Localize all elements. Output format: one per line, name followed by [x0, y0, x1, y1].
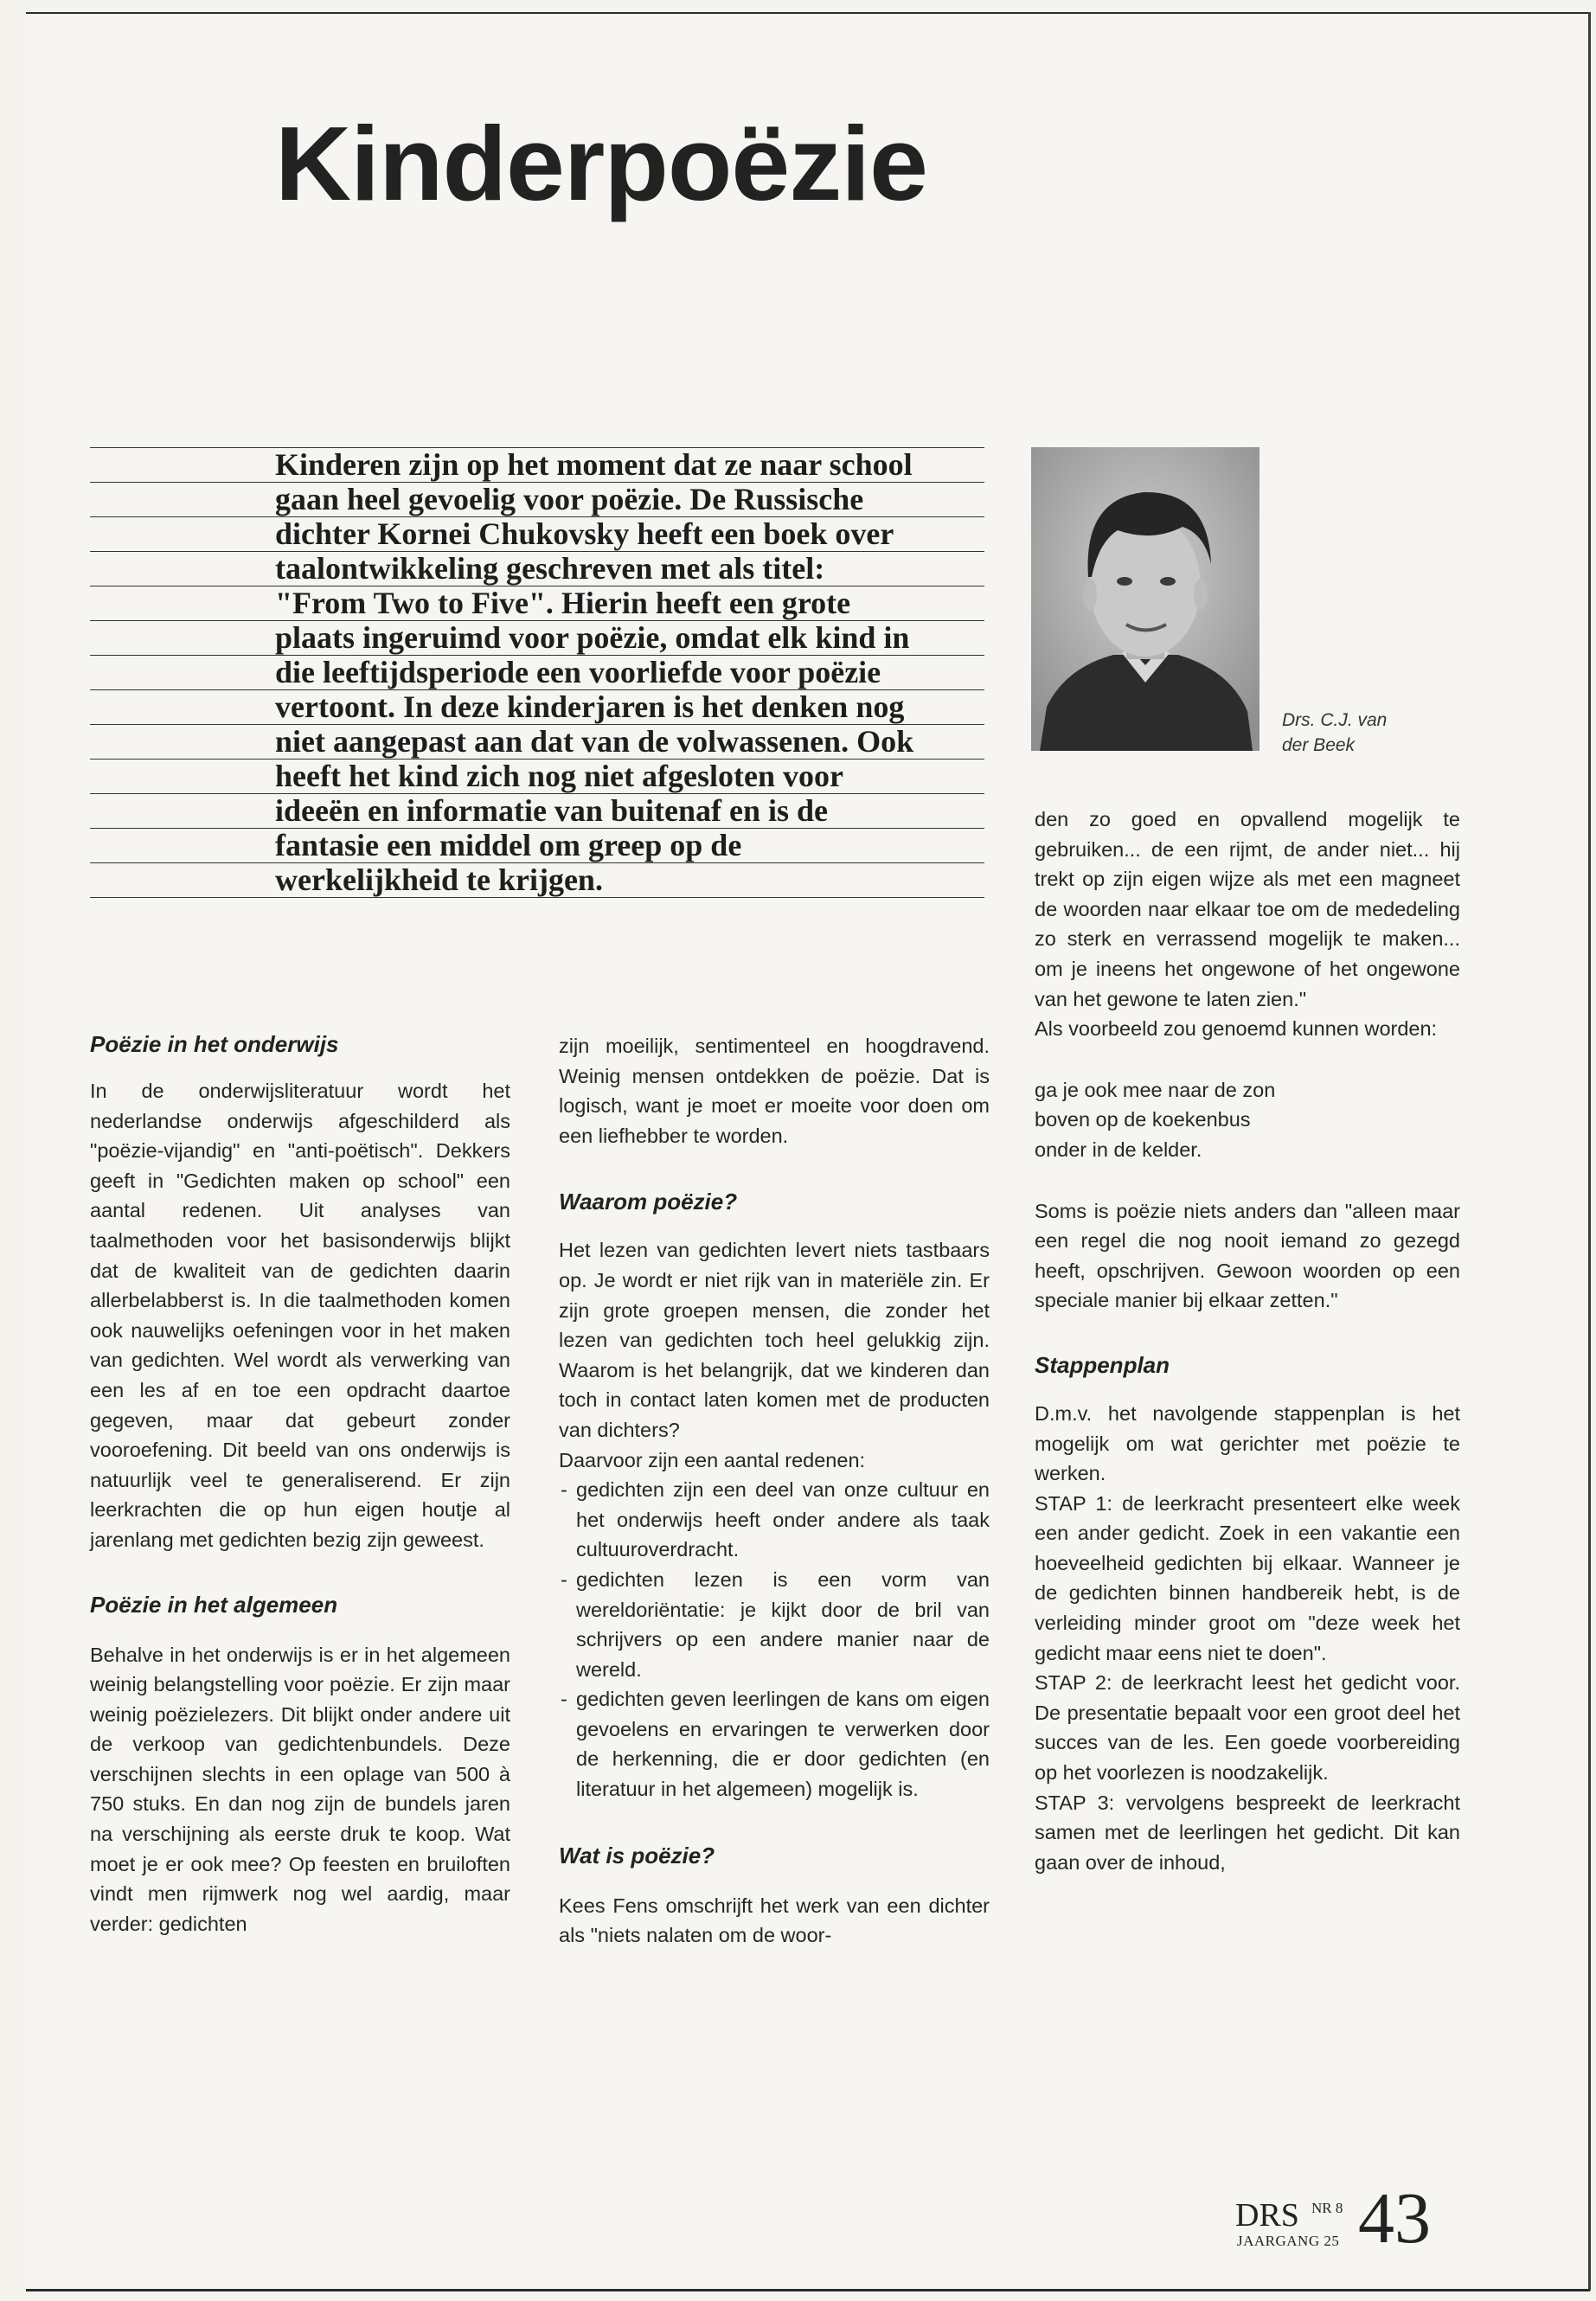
paragraph: Het lezen van gedichten levert niets tastbaars op. Je wordt er niet rijk van in materiële zin. Er zijn grote groepen mensen, die zonder het lezen van gedichten toch heel gelukkig zijn. Waarom is het belangrijk, dat we kinderen dan toch in contact laten komen met de producten van dichters? — [559, 1239, 990, 1441]
paragraph: Als voorbeeld zou genoemd kunnen worden: — [1035, 1017, 1438, 1041]
lede-line: "From Two to Five". Hierin heeft een grote — [275, 586, 851, 620]
list-item: - gedichten lezen is een vorm van wereldoriëntatie: je kijkt door de bril van schrijvers op een andere manier naar de wereld. — [559, 1565, 990, 1684]
lede-line: vertoont. In deze kinderjaren is het denken nog — [275, 689, 905, 724]
paragraph: Soms is poëzie niets anders dan "alleen maar een regel die nog nooit iemand zo gezegd heeft, opschrijven. Gewoon woorden op een speciale manier bij elkaar zetten." — [1035, 1199, 1460, 1312]
lede-line: gaan heel gevoelig voor poëzie. De Russische — [275, 482, 864, 516]
lede-line: taalontwikkeling geschreven met als titel: — [275, 551, 825, 586]
paragraph: STAP 3: vervolgens bespreekt de leerkracht samen met de leerlingen het gedicht. Dit kan gaan over de inhoud, — [1035, 1791, 1460, 1874]
lede-line: niet aangepast aan dat van de volwassenen. Ook — [275, 724, 914, 759]
paragraph: In de onderwijsliteratuur wordt het nederlandse onderwijs afgeschilderd als "poëzie-vijandig" en "anti-poëtisch". Dekkers geeft in "Gedichten maken op school" een aantal redenen. Uit analyses van taalmethoden voor het basisonderwijs blijkt dat de kwaliteit van de gedichten daarin allerbelabberst is. In die taalmethoden komen ook nauwelijks oefeningen voor in het maken van gedichten. Wel wordt als verwerking van een les af en toe een opdracht daartoe gegeven, maar dat gebeurt zonder vooroefening. Dit beeld van ons onderwijs is natuurlijk veel te generaliserend. Er zijn leerkrachten die op hun eigen houtje al jarenlang met gedichten bezig zijn geweest. — [90, 1080, 510, 1551]
magazine-name: DRS — [1235, 2197, 1299, 2234]
page-number: 43 — [1358, 2178, 1431, 2259]
issue-number: NR 8 — [1311, 2200, 1343, 2216]
paragraph: Daarvoor zijn een aantal redenen: — [559, 1448, 866, 1471]
portrait-illustration — [1031, 447, 1259, 751]
column-1 — [90, 1029, 510, 1939]
lede-line: dichter Kornei Chukovsky heeft een boek over — [275, 516, 894, 551]
column-3 — [1035, 804, 1460, 1877]
lede-line: heeft het kind zich nog niet afgesloten voor — [275, 759, 843, 793]
volume-label: JAARGANG 25 — [1237, 2233, 1340, 2249]
lede-line: die leeftijdsperiode een voorliefde voor poëzie — [275, 655, 881, 689]
lede-line: Kinderen zijn op het moment dat ze naar school — [275, 447, 913, 482]
lede-line: werkelijkheid te krijgen. — [275, 862, 603, 897]
section-heading: Wat is poëzie? — [559, 1842, 715, 1868]
right-border — [1588, 12, 1591, 2291]
paragraph: D.m.v. het navolgende stappenplan is het mogelijk om wat gerichter met poëzie te werken. — [1035, 1401, 1460, 1485]
reasons-list — [559, 1475, 990, 1804]
paragraph: den zo goed en opvallend mogelijk te gebruiken... de een rijmt, de ander niet... hij trekt op zijn eigen wijze als met een magneet de woorden naar elkaar toe om de mededeling zo sterk en verrassend mogelijk te maken... om je ineens het ongewone of het ongewone van het gewone te laten zien." — [1035, 808, 1460, 1010]
paragraph: zijn moeilijk, sentimenteel en hoogdravend. Weinig mensen ontdekken de poëzie. Dat is logisch, want je moet er moeite voor doen om een liefhebber te worden. — [559, 1035, 990, 1147]
poem-line: ga je ook mee naar de zon — [1035, 1078, 1276, 1101]
bottom-border — [26, 2289, 1590, 2291]
lede-line: ideeën en informatie van buitenaf en is de — [275, 793, 828, 828]
article-title: Kinderpoëzie — [275, 105, 928, 222]
list-item: - gedichten geven leerlingen de kans om eigen gevoelens en ervaringen te verwerken door de herkenning, die er door gedichten (en literatuur in het algemeen) mogelijk is. — [559, 1684, 990, 1804]
section-heading: Stappenplan — [1035, 1351, 1170, 1378]
lede-block — [90, 447, 984, 898]
section-heading: Poëzie in het algemeen — [90, 1591, 338, 1618]
paragraph: Behalve in het onderwijs is er in het algemeen weinig belangstelling voor poëzie. Er zijn maar weinig poëzielezers. Dit blijkt onder andere uit de verkoop van gedichtenbundels. Deze verschijnen slechts in een oplage van 500 à 750 stuks. En dan nog zijn de bundels jaren na verschijning als eerste druk te koop. Wat moet je er ook mee? Op feesten en bruiloften vindt men rijmwerk nog wel aardig, maar verder: gedichten — [90, 1643, 510, 1935]
paragraph: STAP 1: de leerkracht presenteert elke week een ander gedicht. Zoek in een vakantie een hoeveelheid gedichten bij elkaar. Wanneer je de gedichten binnen handbereik hebt, is de verleiding minder groot om "deze week het gedicht maar eens niet te doen". — [1035, 1491, 1460, 1664]
lede-line: fantasie een middel om greep op de — [275, 828, 742, 862]
list-item: - gedichten zijn een deel van onze cultuur en het onderwijs heeft onder andere als taak cultuuroverdracht. — [559, 1475, 990, 1565]
column-2 — [559, 1031, 990, 1951]
author-photo — [1031, 447, 1259, 751]
paragraph: STAP 2: de leerkracht leest het gedicht voor. De presentatie bepaalt voor een groot deel het succes van de les. Een goede voorbereiding op het voorlezen is noodzakelijk. — [1035, 1671, 1460, 1785]
paragraph: Kees Fens omschrijft het werk van een dichter als "niets nalaten om de woor- — [559, 1894, 990, 1947]
section-heading: Waarom poëzie? — [559, 1189, 738, 1215]
poem-line: onder in de kelder. — [1035, 1138, 1202, 1161]
photo-caption: Drs. C.J. van der Beek — [1282, 710, 1388, 755]
poem-line: boven op de koekenbus — [1035, 1108, 1251, 1131]
section-heading: Poëzie in het onderwijs — [90, 1031, 339, 1057]
top-border — [26, 12, 1590, 14]
lede-line: plaats ingeruimd voor poëzie, omdat elk kind in — [275, 620, 910, 655]
